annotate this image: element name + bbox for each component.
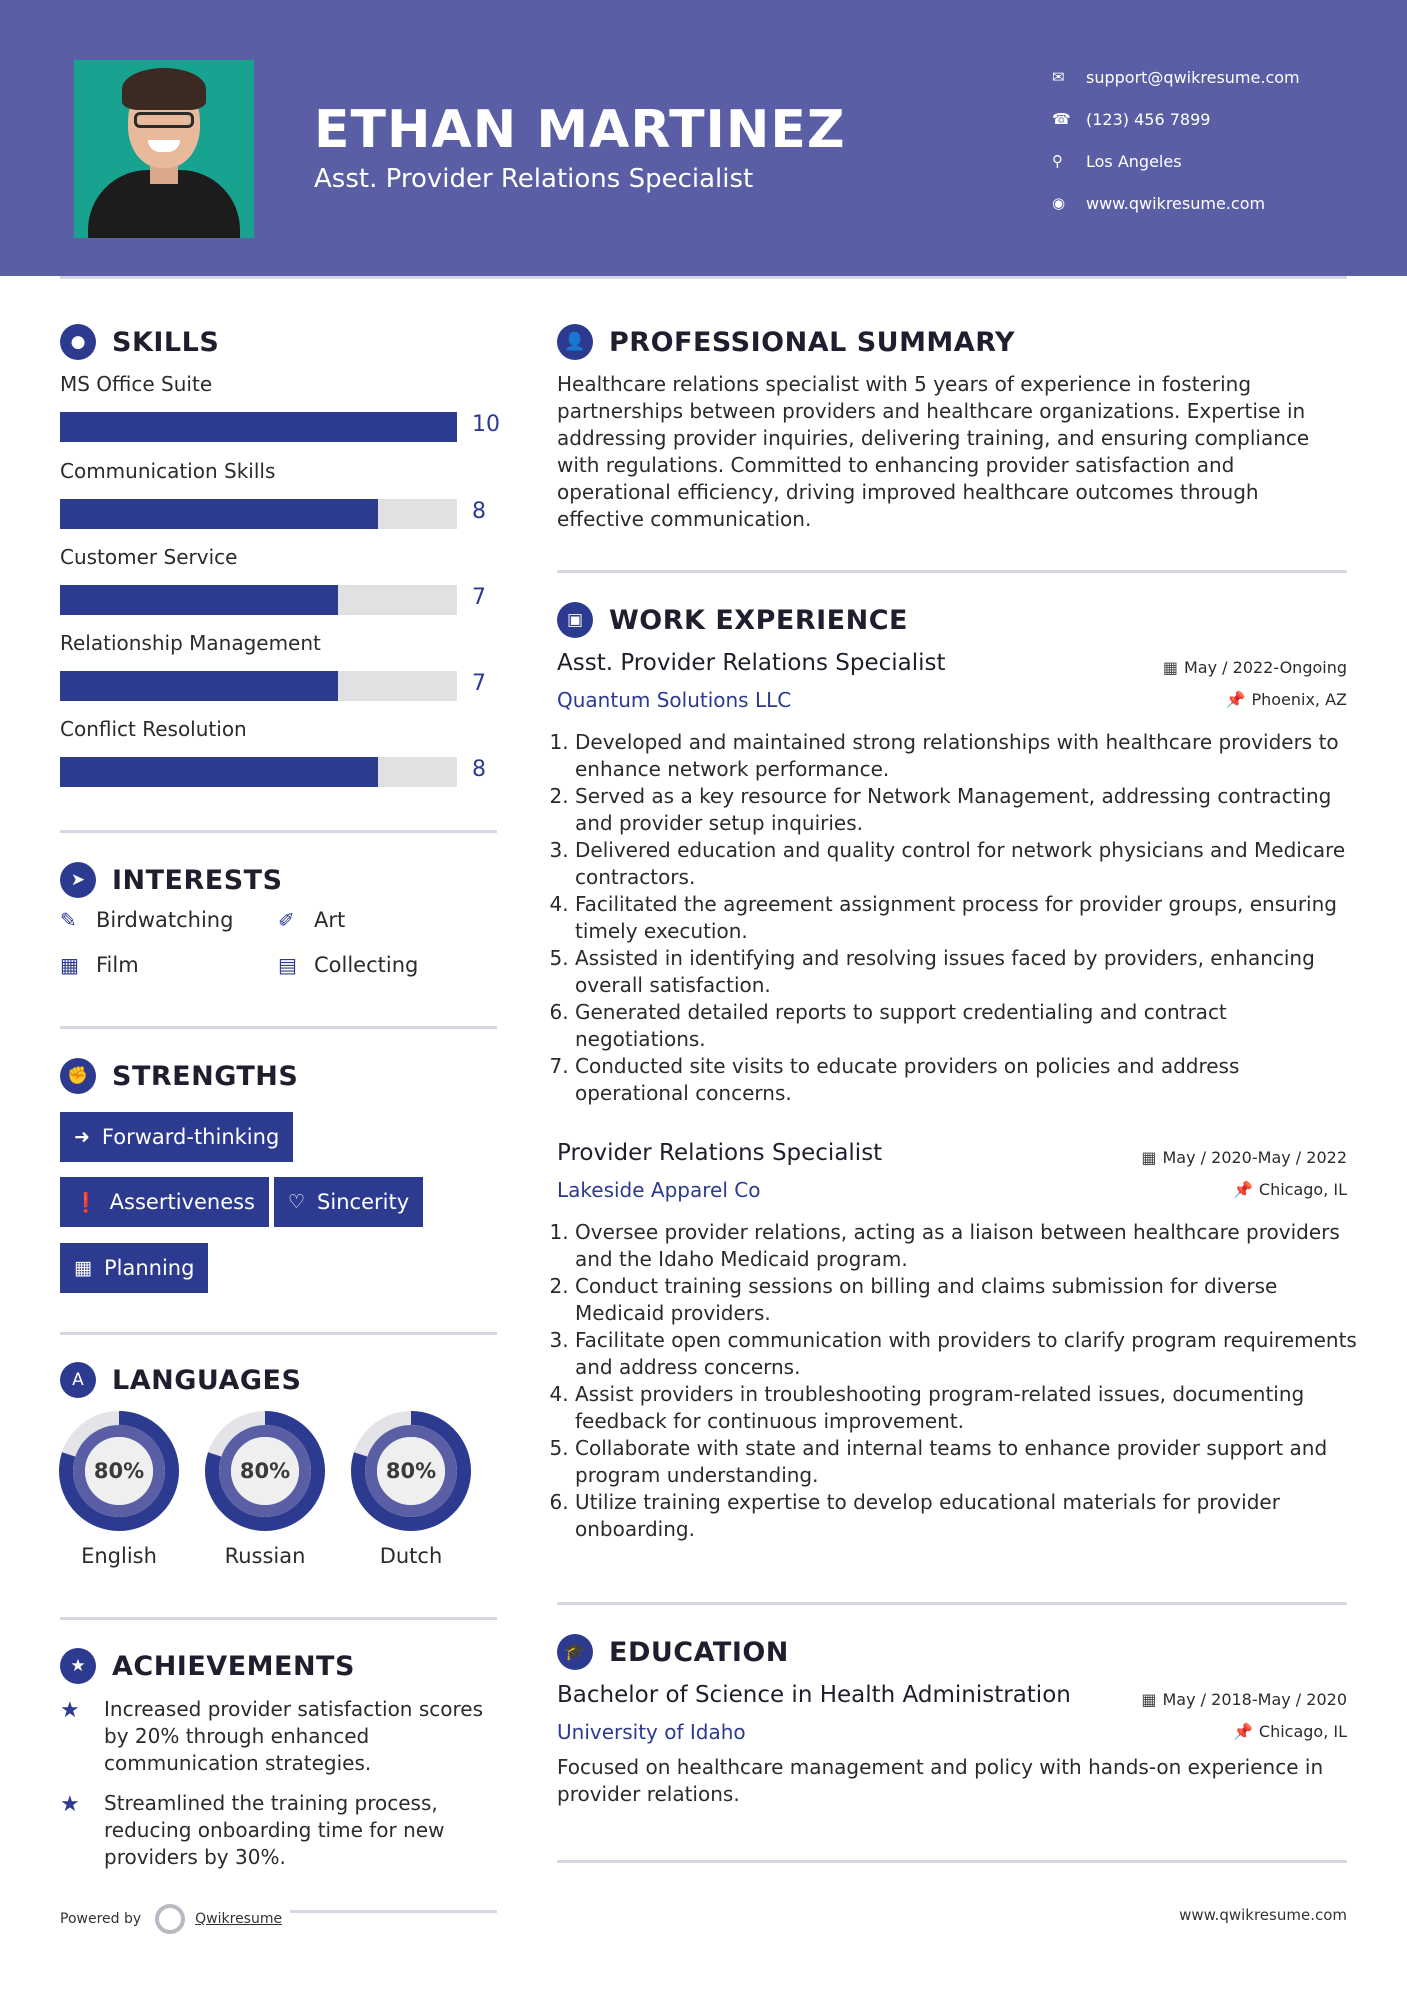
job-company: Quantum Solutions LLC — [557, 688, 792, 712]
location-pin-icon: ⚲ — [1052, 152, 1063, 170]
language-percent: 80% — [93, 1459, 145, 1483]
contact-website[interactable]: ◉ www.qwikresume.com — [1052, 193, 1266, 213]
candidate-name: ETHAN MARTINEZ — [314, 100, 846, 160]
achievement-item: ★ Streamlined the training process, reducing onboarding time for new providers by 30%. — [60, 1791, 445, 1869]
contact-email[interactable]: ✉ support@qwikresume.com — [1052, 67, 1300, 87]
school-name: University of Idaho — [557, 1720, 746, 1744]
skill-bar — [60, 757, 457, 787]
edit-icon: ✎ — [60, 908, 77, 932]
job-company: Lakeside Apparel Co — [557, 1178, 761, 1202]
experience-heading: ▣ WORK EXPERIENCE — [557, 602, 908, 638]
summary-heading: 👤 PROFESSIONAL SUMMARY — [557, 324, 1015, 360]
calendar-icon: ▦ — [1162, 658, 1178, 677]
strength-chip: ▦ Planning — [60, 1243, 208, 1293]
heart-icon: ♡ — [288, 1191, 306, 1213]
candidate-title: Asst. Provider Relations Specialist — [314, 164, 754, 194]
language-ring — [350, 1410, 472, 1532]
language-item: 80% Russian — [204, 1410, 326, 1568]
skill-bar — [60, 412, 457, 442]
section-divider — [60, 1026, 497, 1029]
language-item: 80% Dutch — [350, 1410, 472, 1568]
user-icon: 👤 — [557, 324, 593, 360]
skill-level: 8 — [472, 757, 486, 782]
skill-item: Communication Skills 8 — [60, 459, 500, 491]
skill-item: MS Office Suite 10 — [60, 372, 500, 404]
phone-icon: ☎ — [1052, 110, 1071, 128]
footer-divider — [290, 1910, 497, 1913]
brand-link[interactable]: Qwikresume — [195, 1911, 283, 1927]
skill-fill — [60, 757, 378, 787]
achievement-item: ★ Increased provider satisfaction scores by 20% through enhanced communication strategies. — [60, 1697, 483, 1775]
strength-chip: ➜ Forward-thinking — [60, 1112, 293, 1162]
contact-list — [1052, 56, 1300, 224]
language-percent: 80% — [239, 1459, 291, 1483]
duty-item: 2. Conduct training sessions on billing and claims submission for diverse Medicaid providers. — [575, 1273, 1357, 1327]
envelope-icon: ✉ — [1052, 68, 1065, 86]
pin-icon: 📌 — [1225, 690, 1246, 709]
skill-level: 7 — [472, 671, 486, 696]
profile-photo — [74, 60, 254, 238]
achievements-heading: ★ ACHIEVEMENTS — [60, 1648, 355, 1684]
contact-phone[interactable]: ☎ (123) 456 7899 — [1052, 109, 1211, 129]
duty-item: 4. Facilitated the agreement assignment process for provider groups, ensuring timely execution. — [575, 891, 1357, 945]
duty-item: 1. Oversee provider relations, acting as a liaison between healthcare providers and the Idaho Medicaid program. — [575, 1219, 1357, 1273]
arrow-right-icon: ➜ — [74, 1126, 90, 1148]
skill-bar — [60, 499, 457, 529]
skill-fill — [60, 412, 457, 442]
interest-item: ✎ Birdwatching — [60, 908, 234, 932]
section-divider — [60, 1332, 497, 1335]
duty-item: 1. Developed and maintained strong relationships with healthcare providers to enhance network performance. — [575, 729, 1357, 783]
job-location: 📌 Chicago, IL — [1232, 1180, 1347, 1199]
languages-heading: A LANGUAGES — [60, 1362, 301, 1398]
pin-icon: 📌 — [1232, 1722, 1253, 1741]
skill-bar — [60, 585, 457, 615]
language-percent: 80% — [385, 1459, 437, 1483]
education-location: 📌 Chicago, IL — [1232, 1722, 1347, 1741]
star-badge-icon: ★ — [60, 1648, 96, 1684]
globe-icon: ◉ — [1052, 194, 1066, 212]
powered-by: Powered by Qwikresume — [60, 1904, 282, 1934]
duty-item: 3. Facilitate open communication with providers to clarify program requirements and address concerns. — [575, 1327, 1357, 1381]
contact-location: ⚲ Los Angeles — [1052, 151, 1182, 171]
degree-title: Bachelor of Science in Health Administration — [557, 1682, 1071, 1708]
star-icon: ★ — [60, 1698, 80, 1723]
skill-fill — [60, 585, 338, 615]
calendar-icon: ▦ — [74, 1257, 92, 1279]
archive-box-icon: ▤ — [278, 953, 297, 977]
paintbrush-icon: ✐ — [278, 908, 295, 932]
language-item: 80% English — [58, 1410, 180, 1568]
interests-heading: ➤ INTERESTS — [60, 862, 283, 898]
interest-item: ▦ Film — [60, 953, 139, 977]
duty-item: 4. Assist providers in troubleshooting program-related issues, documenting feedback for continuous improvement. — [575, 1381, 1357, 1435]
language-card-icon: A — [60, 1362, 96, 1398]
footer-url[interactable]: www.qwikresume.com — [1179, 1906, 1347, 1924]
strengths-heading: ✊ STRENGTHS — [60, 1058, 298, 1094]
calendar-icon: ▦ — [1141, 1148, 1157, 1167]
education-dates: ▦ May / 2018-May / 2020 — [1141, 1690, 1347, 1709]
section-divider — [557, 570, 1347, 573]
skill-item: Customer Service 7 — [60, 545, 500, 577]
duty-item: 6. Utilize training expertise to develop educational materials for provider onboarding. — [575, 1489, 1357, 1543]
strength-chip: ❗ Assertiveness — [60, 1177, 269, 1227]
education-description: Focused on healthcare management and policy with hands-on experience in provider relations. — [557, 1755, 1324, 1806]
skill-fill — [60, 671, 338, 701]
duty-item: 3. Delivered education and quality control for network physicians and Medicare contractors. — [575, 837, 1357, 891]
language-ring — [204, 1410, 326, 1532]
section-divider — [60, 1617, 497, 1620]
job-location: 📌 Phoenix, AZ — [1225, 690, 1347, 709]
lightbulb-icon: ● — [60, 324, 96, 360]
duty-item: 5. Assisted in identifying and resolving issues faced by providers, enhancing overall satisfaction. — [575, 945, 1357, 999]
pin-icon: 📌 — [1232, 1180, 1253, 1199]
section-divider — [557, 1860, 1347, 1863]
exclamation-circle-icon: ❗ — [74, 1191, 98, 1214]
job-dates: ▦ May / 2022-Ongoing — [1162, 658, 1347, 677]
summary-text: Healthcare relations specialist with 5 years of experience in fostering partnerships between providers and healthcare organizations. Expertise in addressing provider inquiries, delivering training, and ensuring compliance with regulations. Committed to enhancing provider satisfaction and operational efficiency, driving improved healthcare outcomes through effective communication. — [557, 372, 1310, 531]
header-divider — [60, 276, 1347, 279]
star-icon: ★ — [60, 1792, 80, 1817]
duty-item: 2. Served as a key resource for Network Management, addressing contracting and provider setup inquiries. — [575, 783, 1357, 837]
skills-heading: ● SKILLS — [60, 324, 219, 360]
language-ring — [58, 1410, 180, 1532]
skill-item: Conflict Resolution 8 — [60, 717, 500, 749]
paper-plane-icon: ➤ — [60, 862, 96, 898]
briefcase-icon: ▣ — [557, 602, 593, 638]
education-heading: 🎓 EDUCATION — [557, 1634, 789, 1670]
job-title: Asst. Provider Relations Specialist — [557, 650, 946, 676]
duty-item: 7. Conducted site visits to educate providers on policies and address operational concerns. — [575, 1053, 1357, 1107]
resume-header — [0, 0, 1407, 276]
interest-item: ▤ Collecting — [278, 953, 419, 977]
skill-level: 10 — [472, 412, 500, 437]
job-duties — [557, 1219, 1357, 1543]
section-divider — [557, 1602, 1347, 1605]
skill-bar — [60, 671, 457, 701]
job-title: Provider Relations Specialist — [557, 1140, 883, 1166]
fist-icon: ✊ — [60, 1058, 96, 1094]
duty-item: 6. Generated detailed reports to support credentialing and contract negotiations. — [575, 999, 1357, 1053]
skill-level: 7 — [472, 585, 486, 610]
section-divider — [60, 830, 497, 833]
job-dates: ▦ May / 2020-May / 2022 — [1141, 1148, 1347, 1167]
interest-item: ✐ Art — [278, 908, 346, 932]
film-icon: ▦ — [60, 953, 79, 977]
job-duties — [557, 729, 1357, 1107]
skill-level: 8 — [472, 499, 486, 524]
graduate-icon: 🎓 — [557, 1634, 593, 1670]
qwikresume-logo-icon — [155, 1904, 185, 1934]
skill-fill — [60, 499, 378, 529]
strength-chip: ♡ Sincerity — [274, 1177, 423, 1227]
duty-item: 5. Collaborate with state and internal teams to enhance provider support and program understanding. — [575, 1435, 1357, 1489]
skill-item: Relationship Management 7 — [60, 631, 500, 663]
calendar-icon: ▦ — [1141, 1690, 1157, 1709]
